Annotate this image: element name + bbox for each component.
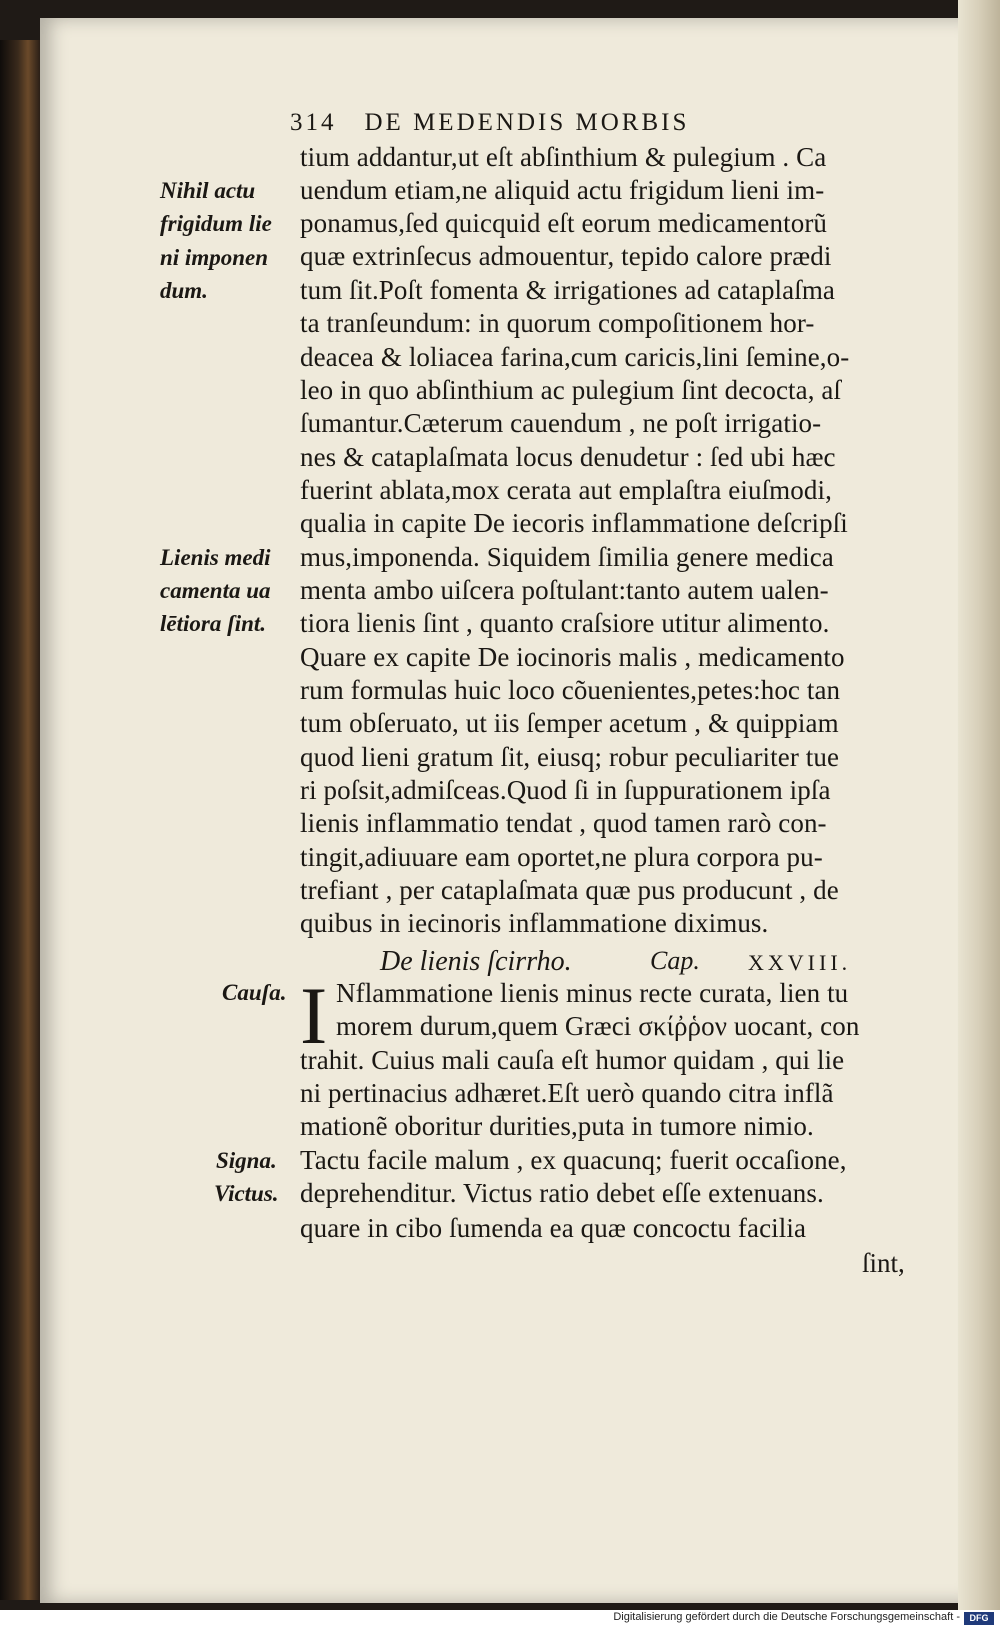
body-line: Tactu facile malum , ex quacunq; fuerit occaſione, bbox=[300, 1145, 847, 1175]
chapter-title: De lienis ſcirrho. bbox=[380, 946, 572, 977]
catchword: ſint, bbox=[862, 1248, 905, 1278]
body-line: tingit,adiuuare eam oportet,ne plura corpora pu- bbox=[300, 842, 823, 872]
body-line: nes & cataplaſmata locus denudetur : ſed ubi hæc bbox=[300, 442, 836, 472]
body-line: ni pertinacius adhæret.Eſt uerò quando citra inflã bbox=[300, 1078, 834, 1108]
running-header bbox=[290, 109, 689, 137]
margin-note-victus: Victus. bbox=[214, 1181, 279, 1206]
margin-note: dum. bbox=[160, 278, 208, 303]
drop-cap: I bbox=[300, 970, 328, 1061]
body-line: Quare ex capite De iocinoris malis , medicamento bbox=[300, 642, 845, 672]
body-line: trahit. Cuius mali cauſa eſt humor quidam , qui lie bbox=[300, 1045, 845, 1075]
body-line: ſumantur.Cæterum cauendum , ne poſt irrigatio- bbox=[300, 408, 822, 438]
margin-note-signa: Signa. bbox=[216, 1148, 277, 1173]
body-line: tum ſit.Poſt fomenta & irrigationes ad cataplaſma bbox=[300, 275, 836, 305]
margin-note: Nihil actu bbox=[160, 178, 256, 203]
body-line: lienis inflammatio tendat , quod tamen rarò con- bbox=[300, 808, 827, 838]
body-line: uendum etiam,ne aliquid actu frigidum lieni im- bbox=[300, 175, 825, 205]
margin-note: ni imponen bbox=[160, 245, 269, 270]
body-line: deprehenditur. Victus ratio debet eſſe extenuans. bbox=[300, 1178, 824, 1208]
running-title: DE MEDENDIS MORBIS bbox=[364, 109, 690, 136]
body-line: quæ extrinſecus admouentur, tepido calore prædi bbox=[300, 241, 832, 271]
margin-note-causa: Cauſa. bbox=[222, 980, 287, 1005]
body-line: rum formulas huic loco cõuenientes,petes:hoc tan bbox=[300, 675, 841, 705]
margin-note: camenta ua bbox=[160, 578, 271, 603]
body-line: fuerint ablata,mox cerata aut emplaſtra eiuſmodi, bbox=[300, 475, 832, 505]
body-line: mationẽ oboritur durities,puta in tumore nimio. bbox=[300, 1111, 814, 1141]
body-line: trefiant , per cataplaſmata quæ pus producunt , de bbox=[300, 875, 839, 905]
body-line: tium addantur,ut eſt abſinthium & pulegium . Ca bbox=[300, 142, 827, 172]
body-line: quare in cibo ſumenda ea quæ concoctu facilia bbox=[300, 1213, 807, 1243]
body-line: ri poſsit,admiſceas.Quod ſi in ſuppurationem ipſa bbox=[300, 775, 831, 805]
body-line: ponamus,ſed quicquid eſt eorum medicamentorũ bbox=[300, 208, 828, 238]
body-line: qualia in capite De iecoris inflammatione deſcripſi bbox=[300, 508, 848, 538]
book-spine bbox=[0, 40, 40, 1600]
margin-note: lētiora ſint. bbox=[160, 611, 267, 636]
page-edge bbox=[958, 0, 1000, 1610]
chapter-number: XXVIII. bbox=[748, 950, 852, 975]
body-line: morem durum,quem Græci σκίῤῥον uocant, con bbox=[336, 1011, 860, 1041]
body-line: leo in quo abſinthium ac pulegium ſint decocta, aſ bbox=[300, 375, 842, 405]
body-line: ta tranſeundum: in quorum compoſitionem hor- bbox=[300, 308, 815, 338]
body-line: mus,imponenda. Siquidem ſimilia genere medica bbox=[300, 542, 834, 572]
dfg-logo: DFG bbox=[964, 1612, 994, 1625]
body-line: quibus in iecinoris inflammatione diximus. bbox=[300, 908, 769, 938]
body-line: Nflammatione lienis minus recte curata, lien tu bbox=[336, 978, 849, 1008]
body-line: menta ambo uiſcera poſtulant:tanto autem ualen- bbox=[300, 575, 829, 605]
chapter-cap-label: Cap. bbox=[650, 946, 700, 975]
body-line: quod lieni gratum ſit, eiusq; robur peculiariter tue bbox=[300, 742, 840, 772]
margin-note: frigidum lie bbox=[160, 211, 272, 236]
page-number: 314 bbox=[290, 109, 337, 136]
body-line: tum obſeruato, ut iis ſemper acetum , & quippiam bbox=[300, 708, 839, 738]
body-line: deacea & loliacea farina,cum caricis,lini ſemine,o- bbox=[300, 342, 850, 372]
body-line: tiora lienis ſint , quanto craſsiore utitur alimento. bbox=[300, 608, 830, 638]
margin-note: Lienis medi bbox=[160, 545, 271, 570]
digitization-credit: Digitalisierung gefördert durch die Deutsche Forschungsgemeinschaft - bbox=[613, 1611, 960, 1623]
